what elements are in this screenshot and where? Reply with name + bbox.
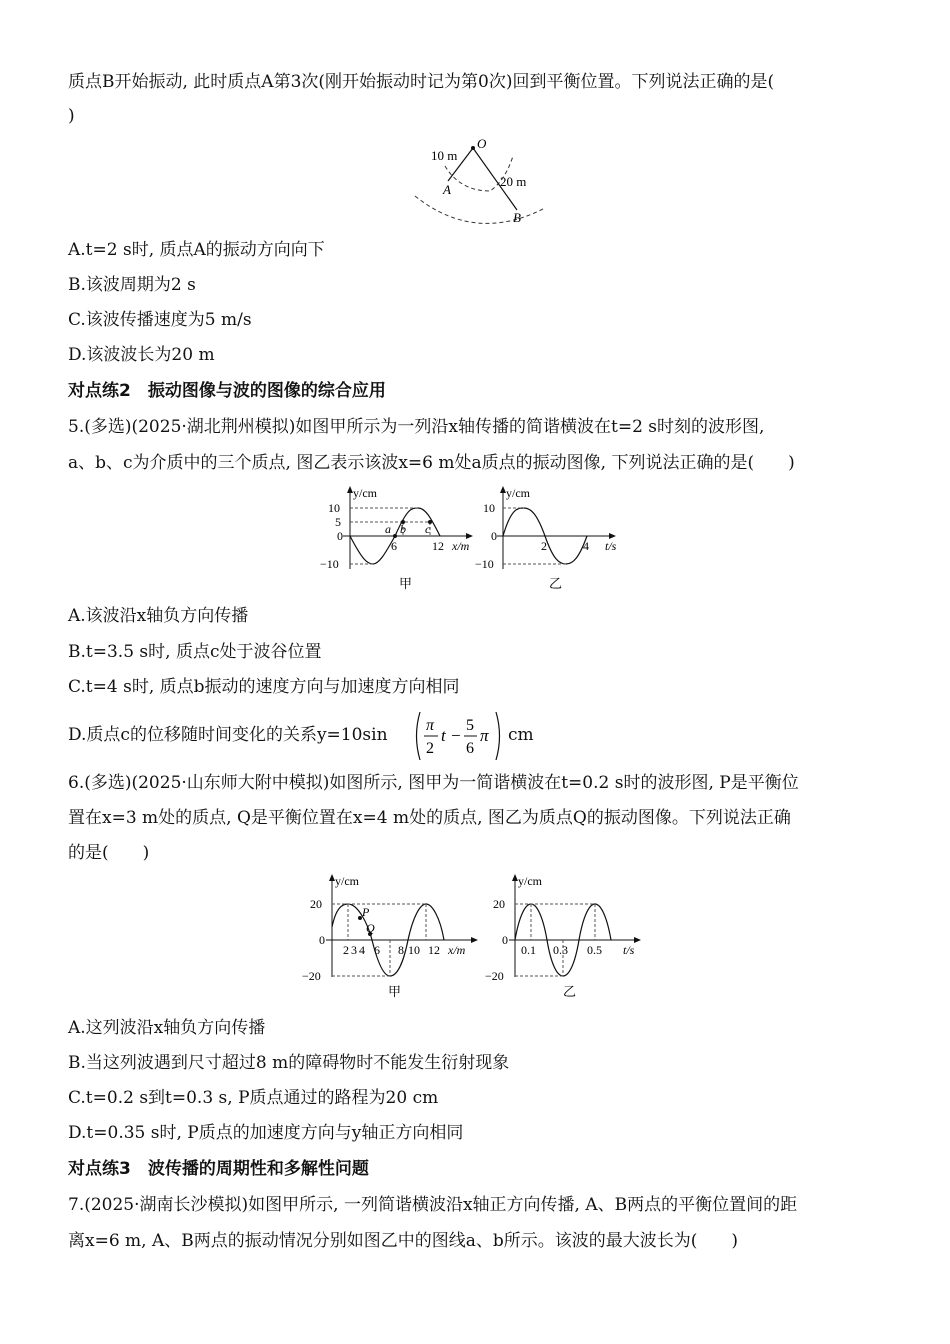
point-P: P <box>362 905 370 919</box>
q5-jia-xtick-6: 6 <box>391 539 397 553</box>
q6-jia-xtick-4: 4 <box>359 943 365 957</box>
q5-yi-xlabel: t/s <box>605 539 617 553</box>
q6-jia-xtick-6: 6 <box>374 943 380 957</box>
svg-text:5: 5 <box>466 717 474 734</box>
q6-yi-ytick-20: 20 <box>493 897 505 911</box>
q4-option-d: D.该波波长为20 m <box>68 345 215 365</box>
q5-jia-xlabel: x/m <box>452 539 470 553</box>
section-heading-3: 对点练3 波传播的周期性和多解性问题 <box>68 1159 369 1179</box>
q5-yi-xtick-4: 4 <box>583 539 589 553</box>
point-Q: Q <box>366 921 375 935</box>
q5-option-d-formula <box>412 708 512 764</box>
q6-yi-ytick-neg20: −20 <box>485 969 504 983</box>
q5-option-a: A.该波沿x轴负方向传播 <box>68 606 249 626</box>
q7-stem-line2: 离x=6 m, A、B两点的振动情况分别如图乙中的图线a、b所示。该波的最大波长为( ) <box>68 1231 739 1251</box>
label-A: A <box>443 182 451 197</box>
q4-pendulum-figure <box>405 136 555 228</box>
q5-jia-ytick-0: 0 <box>337 529 343 543</box>
q6-stem-line3: 的是( ) <box>68 843 150 863</box>
q5-yi-ytick-0: 0 <box>491 529 497 543</box>
length-OB: 20 m <box>500 174 527 189</box>
svg-text:π: π <box>426 717 435 734</box>
q5-yi-ylabel: y/cm <box>506 486 530 500</box>
q5-stem-line1: 5.(多选)(2025·湖北荆州模拟)如图甲所示为一列沿x轴传播的简谐横波在t=2 s时刻的波形图, <box>68 417 765 437</box>
q6-jia-ytick-neg20: −20 <box>302 969 321 983</box>
q6-stem-line2: 置在x=3 m处的质点, Q是平衡位置在x=4 m处的质点, 图乙为质点Q的振动图像。下列说法正确 <box>68 808 791 828</box>
q5-yi-xtick-2: 2 <box>541 539 547 553</box>
q6-jia-ytick-20: 20 <box>310 897 322 911</box>
svg-text:6: 6 <box>466 740 474 757</box>
q6-option-a: A.这列波沿x轴负方向传播 <box>68 1018 266 1038</box>
svg-text:2: 2 <box>426 740 434 757</box>
q6-option-c: C.t=0.2 s到t=0.3 s, P质点通过的路程为20 cm <box>68 1088 439 1108</box>
q5-stem-line2: a、b、c为介质中的三个质点, 图乙表示该波x=6 m处a质点的振动图像, 下列说法正确的是( ) <box>68 453 795 473</box>
q6-jia-ylabel: y/cm <box>335 874 359 888</box>
q6-yi-xlabel: t/s <box>623 943 635 957</box>
q5-yi-ytick-neg10: −10 <box>475 557 494 571</box>
q5-option-b: B.t=3.5 s时, 质点c处于波谷位置 <box>68 642 322 662</box>
q7-stem-line1: 7.(2025·湖南长沙模拟)如图甲所示, 一列简谐横波沿x轴正方向传播, A、B两点的平衡位置间的距 <box>68 1195 798 1215</box>
q6-figure-jia <box>300 872 485 1002</box>
q4-option-b: B.该波周期为2 s <box>68 275 196 295</box>
q5-jia-ytick-5: 5 <box>335 515 341 529</box>
point-c: c <box>425 522 431 536</box>
q5-jia-ytick-10: 10 <box>328 501 340 515</box>
q6-yi-xtick-0.1: 0.1 <box>521 943 536 957</box>
q6-option-b: B.当这列波遇到尺寸超过8 m的障碍物时不能发生衍射现象 <box>68 1053 510 1073</box>
q6-jia-xtick-12: 12 <box>428 943 440 957</box>
q6-jia-xtick-2: 2 <box>343 943 349 957</box>
label-O: O <box>477 136 487 151</box>
q4-stem-line1: 质点B开始振动, 此时质点A第3次(刚开始振动时记为第0次)回到平衡位置。下列说法正确的是( <box>68 72 775 92</box>
q5-figure-yi <box>473 484 643 594</box>
q6-yi-ylabel: y/cm <box>518 874 542 888</box>
svg-text:t: t <box>441 726 446 745</box>
q6-jia-caption: 甲 <box>388 984 402 999</box>
point-b: b <box>400 522 406 536</box>
svg-text:π: π <box>480 726 489 745</box>
point-a: a <box>385 522 391 536</box>
q6-option-d: D.t=0.35 s时, P质点的加速度方向与y轴正方向相同 <box>68 1123 464 1143</box>
q4-option-a: A.t=2 s时, 质点A的振动方向向下 <box>68 240 325 260</box>
q4-option-c: C.该波传播速度为5 m/s <box>68 310 252 330</box>
q6-yi-ytick-0: 0 <box>502 933 508 947</box>
length-OA: 10 m <box>431 148 458 163</box>
q6-yi-xtick-0.5: 0.5 <box>587 943 602 957</box>
q5-jia-ytick-neg10: −10 <box>320 557 339 571</box>
q6-jia-ytick-0: 0 <box>319 933 325 947</box>
q6-yi-xtick-0.3: 0.3 <box>553 943 568 957</box>
section-heading-2: 对点练2 振动图像与波的图像的综合应用 <box>68 381 386 401</box>
q5-option-d-unit: cm <box>508 725 534 745</box>
q6-jia-xlabel: x/m <box>448 943 466 957</box>
q6-figure-yi <box>483 872 663 1002</box>
q5-option-d: D.质点c的位移随时间变化的关系y=10sin <box>68 725 388 745</box>
q6-jia-xtick-10: 10 <box>408 943 420 957</box>
q6-jia-xtick-3: 3 <box>351 943 357 957</box>
q5-yi-caption: 乙 <box>549 576 563 591</box>
q5-figure-jia <box>315 484 485 594</box>
q5-option-c: C.t=4 s时, 质点b振动的速度方向与加速度方向相同 <box>68 677 460 697</box>
q5-jia-caption: 甲 <box>399 576 413 591</box>
q4-stem-line2: ) <box>68 106 75 126</box>
q5-yi-ytick-10: 10 <box>483 501 495 515</box>
q6-yi-caption: 乙 <box>563 984 577 999</box>
q6-jia-xtick-8: 8 <box>398 943 404 957</box>
label-B: B <box>513 210 521 225</box>
svg-text:−: − <box>451 726 461 745</box>
q5-jia-xtick-12: 12 <box>432 539 444 553</box>
q6-stem-line1: 6.(多选)(2025·山东师大附中模拟)如图所示, 图甲为一简谐横波在t=0.2 s时的波形图, P是平衡位 <box>68 773 799 793</box>
q5-jia-ylabel: y/cm <box>353 486 377 500</box>
